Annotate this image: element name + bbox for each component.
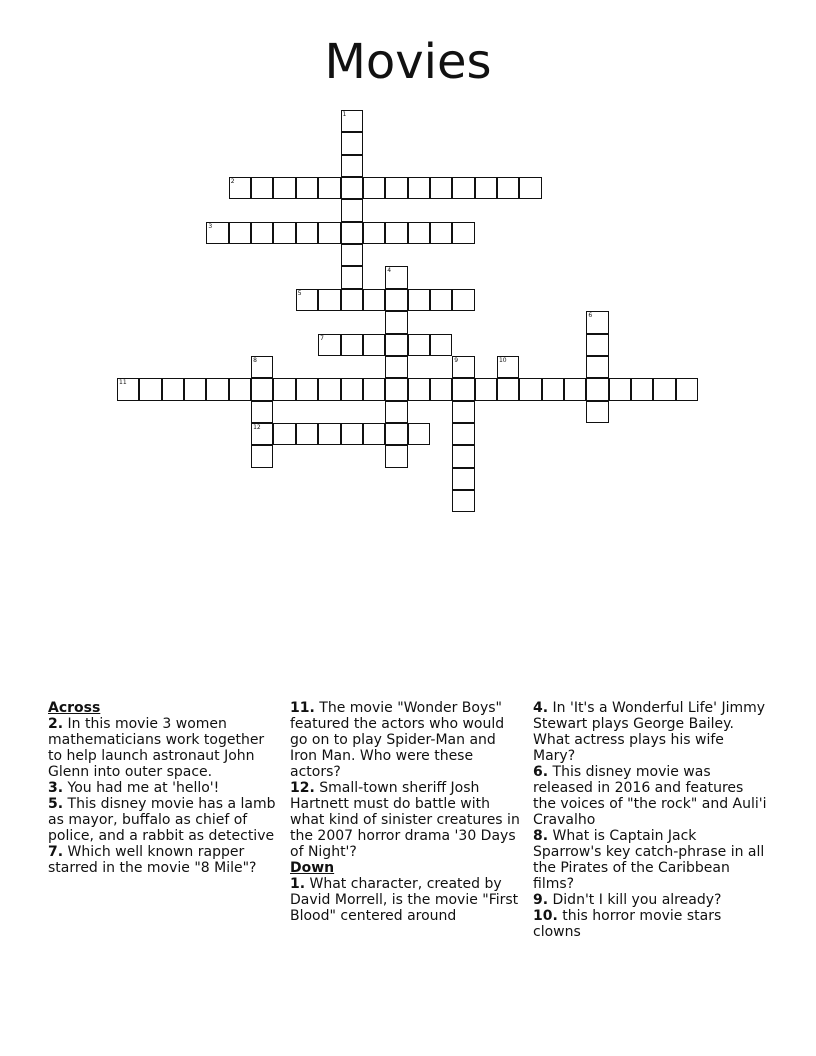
grid-cell[interactable] bbox=[497, 378, 519, 400]
grid-cell[interactable] bbox=[341, 334, 363, 356]
grid-cell[interactable] bbox=[341, 199, 363, 221]
clue-number: 12. bbox=[290, 780, 315, 796]
grid-cell[interactable] bbox=[475, 177, 497, 199]
grid-cell[interactable] bbox=[251, 378, 273, 400]
puzzle-title: Movies bbox=[324, 34, 492, 90]
grid-cell[interactable] bbox=[631, 378, 653, 400]
grid-cell[interactable] bbox=[206, 222, 228, 244]
clue-number: 3. bbox=[48, 780, 64, 796]
clue-text: This disney movie has a lamb as mayor, buffalo as chief of police, and a rabbit as detective bbox=[48, 796, 276, 844]
clue-number: 6. bbox=[533, 764, 549, 780]
grid-cell[interactable] bbox=[341, 266, 363, 288]
cell-number: 3 bbox=[208, 222, 213, 230]
grid-cell[interactable] bbox=[430, 222, 452, 244]
grid-cell[interactable] bbox=[273, 222, 295, 244]
grid-cell[interactable] bbox=[385, 266, 407, 288]
grid-cell[interactable] bbox=[251, 356, 273, 378]
grid-cell[interactable] bbox=[452, 423, 474, 445]
grid-cell[interactable] bbox=[408, 177, 430, 199]
clue-down-9 bbox=[533, 892, 768, 908]
grid-cell[interactable] bbox=[273, 378, 295, 400]
grid-cell[interactable] bbox=[229, 177, 251, 199]
grid-cell[interactable] bbox=[452, 378, 474, 400]
clue-text: What character, created by David Morrell, is the movie "First Blood" centered around bbox=[290, 876, 519, 924]
clue-number: 11. bbox=[290, 700, 315, 716]
grid-cell[interactable] bbox=[273, 177, 295, 199]
grid-cell[interactable] bbox=[251, 222, 273, 244]
grid-cell[interactable] bbox=[385, 334, 407, 356]
grid-cell[interactable] bbox=[564, 378, 586, 400]
grid-cell[interactable] bbox=[385, 401, 407, 423]
clue-number: 1. bbox=[290, 876, 306, 892]
grid-cell[interactable] bbox=[452, 289, 474, 311]
across-heading: Across bbox=[48, 700, 101, 716]
clue-number: 10. bbox=[533, 908, 558, 924]
cell-number: 11 bbox=[119, 379, 127, 387]
cell-number: 9 bbox=[454, 356, 459, 364]
grid-cell[interactable] bbox=[296, 423, 318, 445]
clue-across-12 bbox=[290, 780, 525, 860]
grid-cell[interactable] bbox=[385, 311, 407, 333]
grid-cell[interactable] bbox=[318, 423, 340, 445]
clue-across-7 bbox=[48, 844, 278, 876]
grid-cell[interactable] bbox=[586, 311, 608, 333]
grid-cell[interactable] bbox=[609, 378, 631, 400]
grid-cell[interactable] bbox=[385, 423, 407, 445]
grid-cell[interactable] bbox=[229, 222, 251, 244]
clue-down-1 bbox=[290, 876, 525, 924]
grid-cell[interactable] bbox=[229, 378, 251, 400]
grid-cell[interactable] bbox=[318, 289, 340, 311]
grid-cell[interactable] bbox=[497, 356, 519, 378]
grid-cell[interactable] bbox=[408, 222, 430, 244]
grid-cell[interactable] bbox=[251, 423, 273, 445]
grid-cell[interactable] bbox=[408, 423, 430, 445]
cell-number: 2 bbox=[230, 178, 235, 186]
grid-cell[interactable] bbox=[408, 378, 430, 400]
grid-cell[interactable] bbox=[452, 490, 474, 512]
clue-text: What is Captain Jack Sparrow's key catch-phrase in all the Pirates of the Caribbean films? bbox=[533, 828, 765, 892]
grid-cell[interactable] bbox=[586, 356, 608, 378]
grid-cell[interactable] bbox=[452, 177, 474, 199]
grid-cell[interactable] bbox=[296, 222, 318, 244]
clue-across-5 bbox=[48, 796, 278, 844]
grid-cell[interactable] bbox=[251, 401, 273, 423]
clue-text: In 'It's a Wonderful Life' Jimmy Stewart plays George Bailey. What actress plays his wife Mary? bbox=[533, 700, 766, 764]
grid-cell[interactable] bbox=[363, 423, 385, 445]
clue-down-8 bbox=[533, 828, 768, 892]
grid-cell[interactable] bbox=[363, 378, 385, 400]
clue-text: This disney movie was released in 2016 and features the voices of "the rock" and Auli'i Cravalho bbox=[533, 764, 767, 828]
grid-cell[interactable] bbox=[385, 177, 407, 199]
cell-number: 12 bbox=[253, 423, 261, 431]
grid-cell[interactable] bbox=[653, 378, 675, 400]
down-heading: Down bbox=[290, 860, 335, 876]
grid-cell[interactable] bbox=[296, 177, 318, 199]
clue-number: 8. bbox=[533, 828, 549, 844]
grid-cell[interactable] bbox=[452, 445, 474, 467]
clue-number: 4. bbox=[533, 700, 549, 716]
grid-cell[interactable] bbox=[430, 289, 452, 311]
clue-text: The movie "Wonder Boys" featured the actors who would go on to play Spider-Man and Iron Man. Who were these actors? bbox=[290, 700, 505, 780]
grid-cell[interactable] bbox=[318, 334, 340, 356]
grid-cell[interactable] bbox=[452, 356, 474, 378]
grid-cell[interactable] bbox=[341, 155, 363, 177]
grid-cell[interactable] bbox=[430, 334, 452, 356]
grid-cell[interactable] bbox=[273, 423, 295, 445]
cell-number: 6 bbox=[588, 312, 593, 320]
grid-cell[interactable] bbox=[206, 378, 228, 400]
grid-cell[interactable] bbox=[318, 177, 340, 199]
clue-down-4 bbox=[533, 700, 768, 764]
clue-number: 5. bbox=[48, 796, 64, 812]
grid-cell[interactable] bbox=[341, 244, 363, 266]
grid-cell[interactable] bbox=[341, 289, 363, 311]
clues-column-1 bbox=[48, 700, 278, 876]
grid-cell[interactable] bbox=[251, 445, 273, 467]
cell-number: 8 bbox=[253, 356, 257, 364]
grid-cell[interactable] bbox=[452, 401, 474, 423]
grid-cell[interactable] bbox=[519, 378, 541, 400]
grid-cell[interactable] bbox=[385, 378, 407, 400]
grid-cell[interactable] bbox=[586, 401, 608, 423]
clue-text: In this movie 3 women mathematicians work together to help launch astronaut John Glenn into outer space. bbox=[48, 716, 265, 780]
grid-cell[interactable] bbox=[341, 110, 363, 132]
grid-cell[interactable] bbox=[475, 378, 497, 400]
grid-cell[interactable] bbox=[117, 378, 139, 400]
clue-number: 2. bbox=[48, 716, 64, 732]
grid-cell[interactable] bbox=[363, 222, 385, 244]
clue-text: this horror movie stars clowns bbox=[533, 908, 722, 940]
clues-column-2 bbox=[290, 700, 525, 924]
cell-number: 4 bbox=[387, 267, 392, 275]
grid-cell[interactable] bbox=[676, 378, 698, 400]
clue-across-3 bbox=[48, 780, 278, 796]
clues-column-3 bbox=[533, 700, 768, 940]
clue-text: Small-town sheriff Josh Hartnett must do battle with what kind of sinister creatures in the 2007 horror drama '30 Days of Night'? bbox=[290, 780, 520, 860]
grid-cell[interactable] bbox=[452, 222, 474, 244]
cell-number: 7 bbox=[320, 334, 324, 342]
grid-cell[interactable] bbox=[586, 378, 608, 400]
clue-down-10 bbox=[533, 908, 768, 940]
grid-cell[interactable] bbox=[184, 378, 206, 400]
grid-cell[interactable] bbox=[296, 378, 318, 400]
grid-cell[interactable] bbox=[363, 289, 385, 311]
grid-cell[interactable] bbox=[341, 423, 363, 445]
clue-text: You had me at 'hello'! bbox=[67, 780, 220, 796]
grid-cell[interactable] bbox=[341, 222, 363, 244]
grid-cell[interactable] bbox=[139, 378, 161, 400]
grid-cell[interactable] bbox=[341, 132, 363, 154]
grid-cell[interactable] bbox=[251, 177, 273, 199]
grid-cell[interactable] bbox=[318, 222, 340, 244]
grid-cell[interactable] bbox=[430, 378, 452, 400]
cell-number: 1 bbox=[342, 111, 347, 118]
clue-text: Didn't I kill you already? bbox=[552, 892, 722, 908]
grid-cell[interactable] bbox=[162, 378, 184, 400]
grid-cell[interactable] bbox=[385, 222, 407, 244]
grid-cell[interactable] bbox=[408, 334, 430, 356]
clue-number: 7. bbox=[48, 844, 64, 860]
grid-cell[interactable] bbox=[341, 177, 363, 199]
grid-cell[interactable] bbox=[363, 177, 385, 199]
grid-cell[interactable] bbox=[363, 334, 385, 356]
grid-cell[interactable] bbox=[452, 468, 474, 490]
cell-number: 10 bbox=[498, 356, 507, 364]
grid-cell[interactable] bbox=[542, 378, 564, 400]
grid-cell[interactable] bbox=[430, 177, 452, 199]
clue-number: 9. bbox=[533, 892, 549, 908]
grid-cell[interactable] bbox=[385, 445, 407, 467]
clue-down-6 bbox=[533, 764, 768, 828]
cell-number: 5 bbox=[297, 289, 302, 297]
grid-cell[interactable] bbox=[341, 378, 363, 400]
grid-cell[interactable] bbox=[497, 177, 519, 199]
grid-cell[interactable] bbox=[408, 289, 430, 311]
grid-cell[interactable] bbox=[385, 289, 407, 311]
grid-cell[interactable] bbox=[586, 334, 608, 356]
grid-cell[interactable] bbox=[296, 289, 318, 311]
grid-cell[interactable] bbox=[318, 378, 340, 400]
clue-across-2 bbox=[48, 716, 278, 780]
grid-cell[interactable] bbox=[519, 177, 541, 199]
clue-across-11 bbox=[290, 700, 525, 780]
clue-text: Which well known rapper starred in the movie "8 Mile"? bbox=[48, 844, 257, 876]
grid-cell[interactable] bbox=[385, 356, 407, 378]
